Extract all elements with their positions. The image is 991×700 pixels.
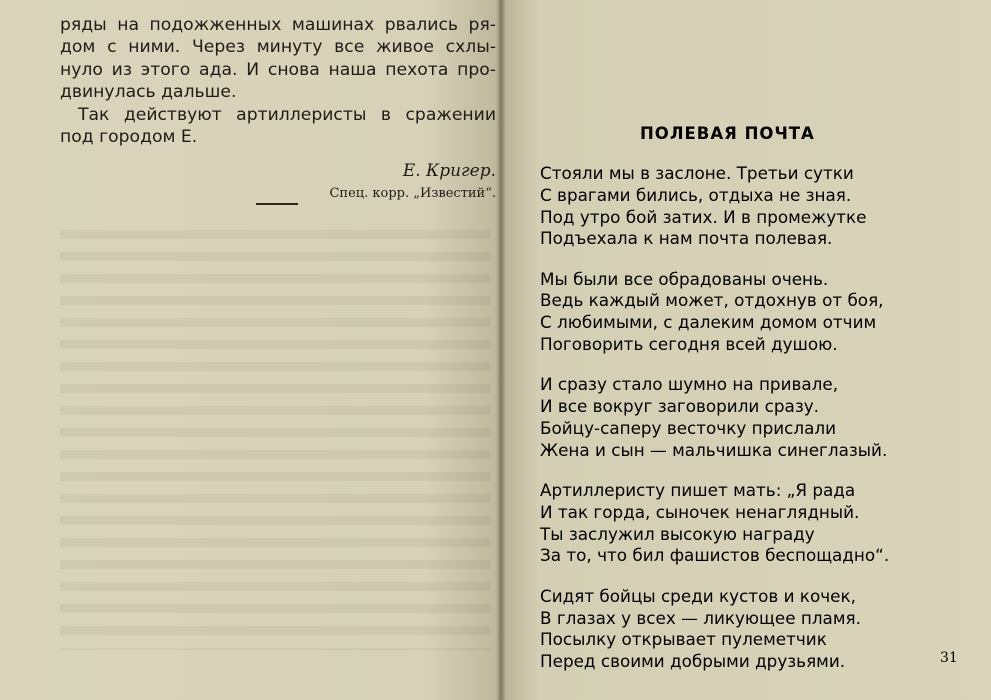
author-signature: Е. Кригер. [402, 161, 496, 181]
verse-line: Перед своими добрыми друзьями. [540, 651, 846, 672]
verse-line: Мы были все обрадованы очень. [540, 268, 829, 289]
text-line: дом с ними. Через минуту все живое схлы- [60, 37, 496, 58]
verse-line: Посылку открывает пулеметчик [540, 629, 827, 650]
text-line: нуло из этого ада. И снова наша пехота про- [60, 59, 496, 80]
verse-line: С врагами бились, отдыха не зная. [540, 184, 852, 205]
stanza [540, 374, 940, 461]
text-line: двинулась дальше. [60, 82, 237, 103]
verse-line: Артиллеристу пишет мать: „Я рада [540, 480, 856, 501]
verse-line: Сидят бойцы среди кустов и кочек, [540, 585, 856, 606]
verse-line: И сразу стало шумно на привале, [540, 374, 839, 395]
verse-line: Подъехала к нам почта полевая. [540, 228, 833, 249]
verse-line: С любимыми, с далеким домом отчим [540, 312, 877, 333]
stanza [540, 163, 940, 250]
text-line: под городом Е. [60, 127, 198, 148]
verse-line: Бойцу-саперу весточку прислали [540, 417, 837, 438]
section-divider [256, 203, 298, 205]
verse-line: Стояли мы в заслоне. Третьи сутки [540, 163, 854, 183]
verse-line: Ты заслужил высокую награду [540, 523, 815, 544]
paragraph-1 [60, 14, 496, 104]
verse-line: Поговорить сегодня всей душою. [540, 334, 838, 355]
page-number: 31 [940, 650, 958, 666]
stanza [540, 480, 940, 567]
show-through-texture [60, 230, 490, 650]
paragraph-2 [60, 104, 496, 149]
verse-line: За то, что бил фашистов беспощадно“. [540, 545, 890, 566]
poem [540, 163, 940, 691]
verse-line: В глазах у всех — ликующее пламя. [540, 607, 861, 628]
verse-line: И все вокруг заговорили сразу. [540, 396, 820, 417]
author-credit: Спец. корр. „Известий“. [329, 186, 496, 201]
verse-line: Ведь каждый может, отдохнув от боя, [540, 290, 884, 311]
verse-line: Жена и сын — мальчишка синеглазый. [540, 439, 888, 460]
stanza [540, 269, 940, 356]
book-gutter [496, 0, 506, 700]
verse-line: И так горда, сыночек ненаглядный. [540, 501, 860, 522]
verse-line: Под утро бой затих. И в промежутке [540, 206, 867, 227]
poem-title: ПОЛЕВАЯ ПОЧТА [640, 124, 815, 143]
article-text [60, 14, 496, 201]
stanza [540, 586, 940, 673]
text-line: ряды на подожженных машинах рвались ря- [60, 15, 496, 35]
text-line: Так действуют артиллеристы в сражении [78, 104, 496, 125]
